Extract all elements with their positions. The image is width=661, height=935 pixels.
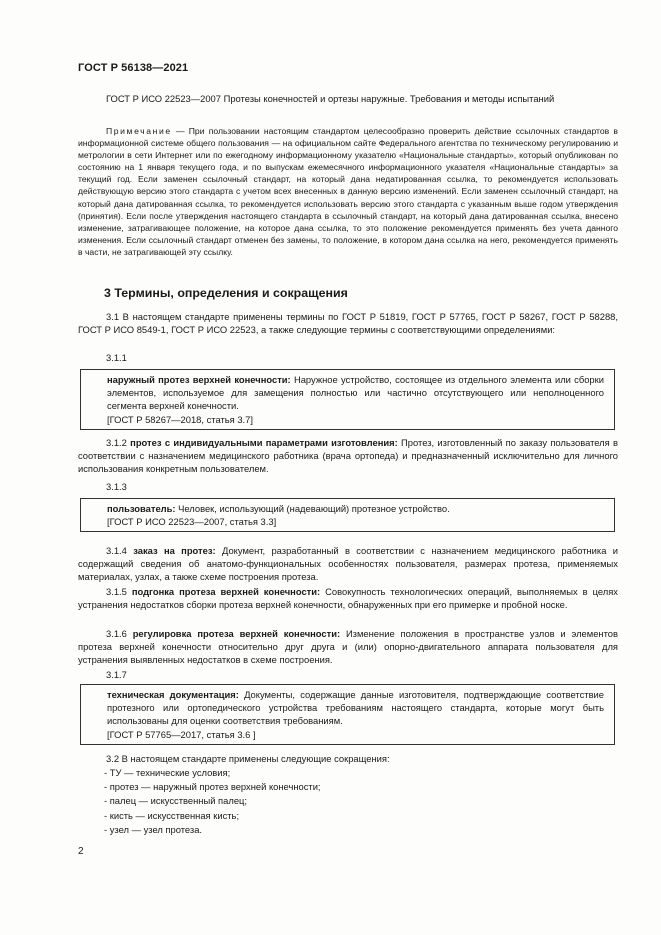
term-number: 3.1.4 bbox=[106, 545, 127, 556]
term-number: 3.1.6 bbox=[106, 628, 127, 639]
term-definition: Изменение положения в пространстве узлов и элементов протеза верхней конечности относительно друг друга и (или) опорно-двигательного аппарата пользователя для устранения выявленных недостатков в схеме построения. bbox=[78, 628, 618, 666]
list-item: - ТУ — технические условия; bbox=[104, 767, 231, 778]
abbreviations-intro: 3.2 В настоящем стандарте применены следующие сокращения: bbox=[106, 753, 390, 764]
term-name: заказ на протез: bbox=[133, 545, 216, 556]
term-definition: Документы, содержащие данные изготовителя, подтверждающие соответствие протезного или ортопедического устройства требованиям настоящего стандарта, которые могут быть использованы для оценки соответствия требованиям. bbox=[107, 689, 605, 727]
term-box-3-1-7 bbox=[80, 684, 615, 745]
list-item: - палец — искусственный палец; bbox=[104, 795, 248, 807]
term-number: 3.1.1 bbox=[106, 352, 127, 363]
term-3-1-6 bbox=[78, 627, 618, 667]
term-source: [ГОСТ Р ИСО 22523—2007, статья 3.3] bbox=[107, 516, 277, 528]
terms-intro: 3.1 В настоящем стандарте применены термины по ГОСТ Р 51819, ГОСТ Р 57765, ГОСТ Р 58267, ГОСТ Р 58288, ГОСТ Р ИСО 8549-1, ГОСТ Р ИСО 22523, а также следующие термины с соответствующими определениями: bbox=[78, 311, 618, 336]
term-name: протез с индивидуальными параметрами изготовления: bbox=[130, 437, 398, 448]
standard-header: ГОСТ Р 56138—2021 bbox=[78, 62, 189, 74]
term-number: 3.1.5 bbox=[106, 586, 127, 597]
note-label: Примечание bbox=[106, 126, 172, 136]
list-item: - узел — узел протеза. bbox=[104, 823, 203, 835]
term-definition: Человек, использующий (надевающий) протезное устройство. bbox=[178, 503, 450, 514]
section-title: 3 Термины, определения и сокращения bbox=[104, 286, 348, 300]
term-box-3-1-1 bbox=[80, 369, 615, 430]
page-number: 2 bbox=[78, 846, 84, 857]
term-name: наружный протез верхней конечности: bbox=[107, 374, 291, 385]
term-definition: Совокупность технологических операций, выполняемых в целях устранения недостатков сборки протеза верхней конечности, обнаруженных при его примерке и пробной носке. bbox=[78, 586, 618, 611]
term-3-1-4 bbox=[78, 544, 618, 584]
term-3-1-2 bbox=[78, 436, 618, 476]
term-definition: Протез, изготовленный по заказу пользователя в соответствии с назначением медицинского работника (врача ортопеда) и предназначенный исключительно для личного использования конкретным пользователем. bbox=[78, 437, 618, 475]
term-box-3-1-3 bbox=[80, 498, 615, 532]
term-3-1-5 bbox=[78, 585, 618, 611]
term-name: техническая документация: bbox=[107, 689, 239, 700]
term-name: регулировка протеза верхней конечности: bbox=[132, 628, 341, 639]
term-source: [ГОСТ Р 57765—2017, статья 3.6 ] bbox=[107, 728, 256, 740]
note-text: — При пользовании настоящим стандартом целесообразно проверить действие ссылочных стандартов в информационной системе общего пользования — на официальном сайте Федерального агентства по техническому регулированию и метрологии в сети Интернет или по ежегодному информационному указателю «Национальные стандарты», который опубликован по состоянию на 1 января текущего года, и по выпускам ежемесячного информационного указателя «Национальные стандарты» за текущий год. Если заменен ссылочный стандарт, на который дана недатированная ссылка, то рекомендуется использовать действующую версию этого стандарта с учетом всех внесенных в данную версию изменений. Если заменен ссылочный стандарт, на который дана датированная ссылка, то рекомендуется использовать версию этого стандарта с указанным выше годом утверждения (принятия). Если после утверждения настоящего стандарта в ссылочный стандарт, на который дана датированная ссылка, внесено изменение, затрагивающее положение, на которое дана ссылка, то это положение рекомендуется применять без учета данного изменения. Если ссылочный стандарт отменен без замены, то положение, в котором дана ссылка на него, рекомендуется применять в части, не затрагивающей эту ссылку. bbox=[78, 126, 618, 257]
abbreviations-list bbox=[104, 766, 321, 837]
list-item: - протез — наружный протез верхней конечности; bbox=[104, 781, 321, 793]
list-item: - кисть — искусственная кисть; bbox=[104, 809, 240, 821]
term-number: 3.1.7 bbox=[106, 669, 127, 680]
term-source: [ГОСТ Р 58267—2018, статья 3.7] bbox=[107, 413, 253, 425]
term-number: 3.1.3 bbox=[106, 481, 127, 492]
reference-iso-22523: ГОСТ Р ИСО 22523—2007 Протезы конечностей и ортезы наружные. Требования и методы испытаний bbox=[106, 93, 555, 104]
term-number: 3.1.2 bbox=[106, 437, 127, 448]
term-name: подгонка протеза верхней конечности: bbox=[131, 586, 321, 597]
note-block bbox=[78, 125, 618, 258]
term-name: пользователь: bbox=[107, 503, 176, 514]
term-definition: Наружное устройство, состоящее из отдельного элемента или сборки элементов, используемое для замещения полностью или частично отсутствующего или неполноценного сегмента верхней конечности. bbox=[107, 374, 604, 412]
term-definition: Документ, разработанный в соответствии с назначением медицинского работника и содержащий сведения об анатомо-функциональных особенностях пользователя, размерах протеза, применяемых материалах, узлах, а также схеме построения протеза. bbox=[78, 545, 619, 583]
